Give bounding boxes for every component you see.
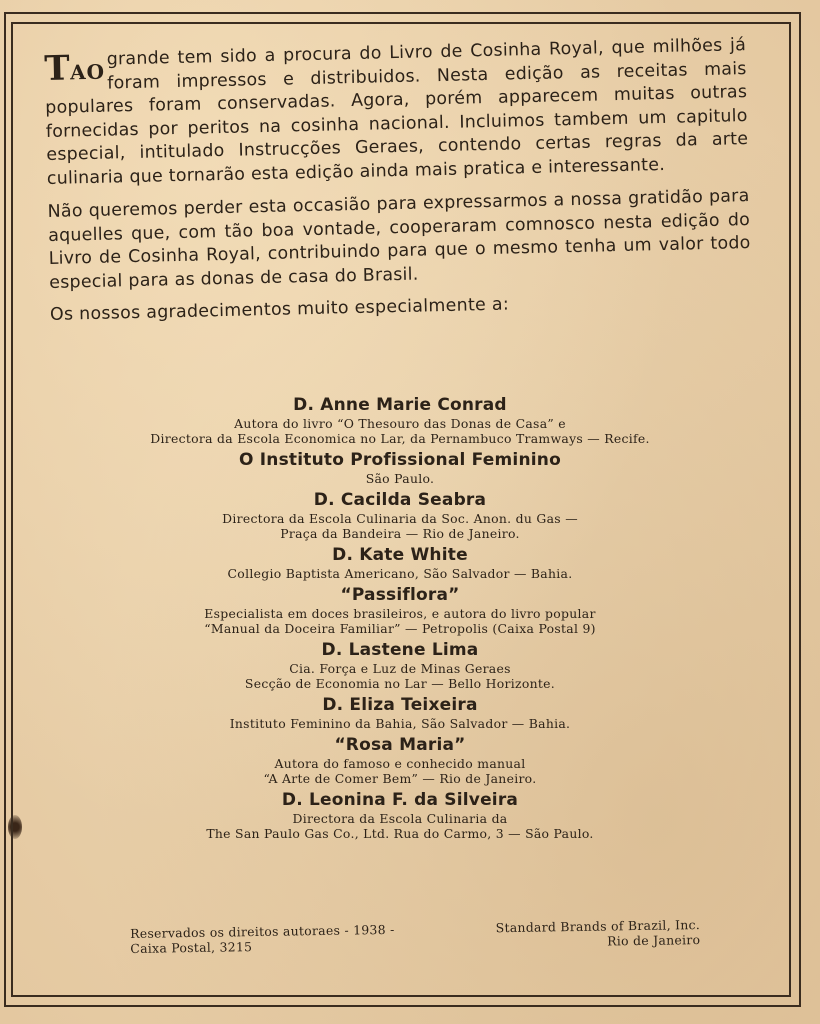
intro-paragraph-1 bbox=[44, 34, 749, 191]
acknowledgement-item bbox=[80, 544, 720, 581]
thanks-line: Os nossos agradecimentos muito especialmente a: bbox=[49, 294, 510, 325]
acknowledgement-item bbox=[80, 694, 720, 731]
ack-detail-line-2: Directora da Escola Economica no Lar, da Pernambuco Tramways — Recife. bbox=[150, 431, 650, 446]
ack-name: “Passiflora” bbox=[340, 585, 460, 605]
acknowledgement-item bbox=[80, 734, 720, 786]
ack-detail-line-2: Praça da Bandeira — Rio de Janeiro. bbox=[280, 526, 520, 541]
acknowledgement-item bbox=[80, 789, 720, 841]
ack-name: D. Anne Marie Conrad bbox=[293, 395, 507, 415]
acknowledgement-item bbox=[80, 584, 720, 636]
acknowledgement-item bbox=[80, 639, 720, 691]
intro-text-block bbox=[44, 34, 752, 325]
footer-postal: Caixa Postal, 3215 bbox=[130, 939, 253, 956]
ack-detail-line-2: The San Paulo Gas Co., Ltd. Rua do Carmo, 3 — São Paulo. bbox=[206, 826, 594, 841]
ack-name: D. Leonina F. da Silveira bbox=[281, 790, 519, 810]
ack-detail-line-1: Especialista em doces brasileiros, e autora do livro popular bbox=[204, 606, 596, 621]
ack-detail-line-1: Autora do livro “O Thesouro das Donas de Casa” e bbox=[234, 416, 566, 431]
intro-paragraph-2: Não queremos perder esta occasião para expressarmos a nossa gratidão para aquelles que, com tão boa vontade, cooperaram comnosco nesta edição do Livro de Cosinha Royal, contribuindo para que o mesmo tenha um valor todo especial para as donas de casa do Brasil. bbox=[47, 186, 751, 293]
acknowledgement-item bbox=[80, 394, 720, 446]
ack-detail-line-1: Autora do famoso e conhecido manual bbox=[274, 756, 526, 771]
ack-detail-line-1: Directora da Escola Culinaria da bbox=[292, 811, 508, 826]
ack-detail-line-1: Directora da Escola Culinaria da Soc. Anon. du Gas — bbox=[222, 511, 578, 526]
ack-detail-line-2: “A Arte de Comer Bem” — Rio de Janeiro. bbox=[263, 771, 537, 786]
footer-city: Rio de Janeiro bbox=[607, 932, 701, 949]
drop-cap: TAO bbox=[43, 48, 106, 89]
ack-name: D. Eliza Teixeira bbox=[322, 695, 478, 715]
ack-detail-line-1: São Paulo. bbox=[365, 471, 435, 486]
ack-name: O Instituto Profissional Feminino bbox=[239, 450, 561, 470]
acknowledgement-item bbox=[80, 449, 720, 486]
ack-detail-line-1: Cia. Força e Luz de Minas Geraes bbox=[289, 661, 511, 676]
ack-detail-line-2: Secção de Economia no Lar — Bello Horizonte. bbox=[244, 676, 556, 691]
footer-company: Standard Brands of Brazil, Inc. bbox=[495, 917, 701, 936]
ack-name: D. Lastene Lima bbox=[321, 640, 479, 660]
ack-name: D. Cacilda Seabra bbox=[313, 490, 487, 510]
acknowledgements-list bbox=[80, 394, 720, 844]
intro-paragraph-1-text: grande tem sido a procura do Livro de Cosinha Royal, que milhões já foram impressos e distribuidos. Nesta edição as receitas mais populares foram conservadas. Agora, porém apparecem muitas outras fornecidas por peritos na cosinha nacional. Incluimos tambem um capitulo especial, intitulado Instrucções Geraes, contendo certas regras da arte culinaria que tornarão esta edição ainda mais pratica e interessante. bbox=[45, 35, 749, 189]
ack-detail-line-2: “Manual da Doceira Familiar” — Petropolis (Caixa Postal 9) bbox=[204, 621, 596, 636]
ack-name: D. Kate White bbox=[332, 545, 468, 565]
drop-cap-rest: AO bbox=[69, 59, 106, 85]
ack-name: “Rosa Maria” bbox=[334, 735, 466, 755]
footer-rights: Reservados os direitos autoraes - 1938 - bbox=[130, 921, 395, 941]
ack-detail-line-1: Collegio Baptista Americano, São Salvador — Bahia. bbox=[227, 566, 573, 581]
acknowledgement-item bbox=[80, 489, 720, 541]
ack-detail-line-1: Instituto Feminino da Bahia, São Salvador — Bahia. bbox=[229, 716, 571, 731]
